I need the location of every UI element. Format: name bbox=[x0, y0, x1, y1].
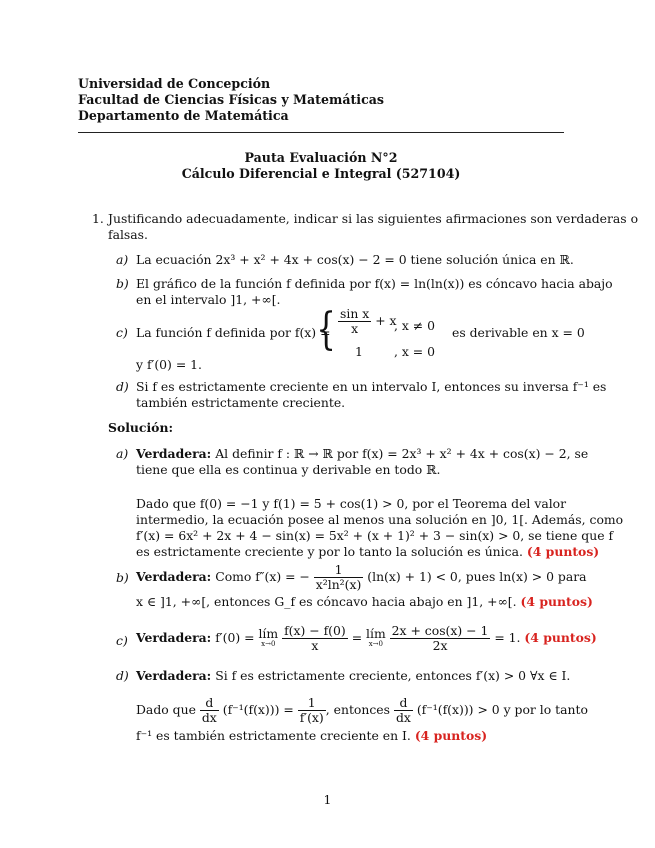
sol-d-verdict: Verdadera: bbox=[136, 668, 212, 683]
sol-d-fraction bbox=[298, 696, 326, 725]
sol-a-p2-text4: es estrictamente creciente y por lo tanto la solución es única. bbox=[136, 544, 523, 559]
sol-c-lim1-sub: x→0 bbox=[261, 639, 276, 648]
sol-c-fraction1 bbox=[282, 624, 348, 653]
problem-statement-line1: Justificando adecuadamente, indicar si las siguientes afirmaciones son verdaderas o bbox=[108, 211, 639, 226]
sol-d-deriv1-num: d bbox=[200, 696, 219, 711]
item-c-case1-rest: + x bbox=[375, 313, 397, 328]
sol-d-points: (4 puntos) bbox=[414, 728, 488, 743]
department-name: Departamento de Matemática bbox=[78, 108, 289, 123]
sol-b-frac-num: 1 bbox=[314, 563, 364, 578]
sol-c-post: = 1. bbox=[494, 630, 521, 645]
item-b-line1: El gráfico de la función f definida por f(x) = ln(ln(x)) es cóncavo hacia abajo bbox=[136, 276, 613, 291]
piecewise-brace: { bbox=[316, 304, 336, 355]
sol-d-line2 bbox=[136, 696, 588, 725]
item-c-post: es derivable en x = 0 bbox=[452, 325, 585, 340]
sol-b-post: (ln(x) + 1) < 0, pues ln(x) > 0 para bbox=[367, 569, 587, 584]
sol-d-mid: , entonces bbox=[325, 702, 390, 717]
course-title: Cálculo Diferencial e Integral (527104) bbox=[181, 166, 461, 181]
problem-statement-line2: falsas. bbox=[108, 227, 148, 242]
item-a-text: La ecuación 2x³ + x² + 4x + cos(x) − 2 = 0 tiene solución única en ℝ. bbox=[136, 252, 574, 267]
item-c-case1-cond: , x ≠ 0 bbox=[394, 318, 436, 333]
item-b-label: b) bbox=[116, 276, 129, 291]
item-c-case2-cond: , x = 0 bbox=[394, 344, 436, 359]
sol-b-line1 bbox=[136, 563, 587, 592]
sol-b-pre: Como f″(x) = − bbox=[215, 569, 310, 584]
item-c-case1 bbox=[338, 307, 397, 336]
sol-c-lim1-word: lím bbox=[258, 625, 279, 641]
item-c-case2-val: 1 bbox=[355, 344, 363, 359]
sol-a-line2: tiene que ella es continua y derivable en todo ℝ. bbox=[136, 462, 441, 477]
sol-d-deriv1 bbox=[200, 696, 219, 725]
sol-a-points: (4 puntos) bbox=[526, 544, 600, 559]
item-c-label: c) bbox=[116, 325, 128, 340]
sol-d-label: d) bbox=[116, 668, 129, 683]
sol-c-frac1-den: x bbox=[311, 638, 319, 653]
item-d-line2: también estrictamente creciente. bbox=[136, 395, 346, 410]
item-c-sinx-fraction bbox=[338, 307, 371, 336]
sol-a-label: a) bbox=[116, 446, 129, 461]
sol-c-points: (4 puntos) bbox=[524, 630, 597, 645]
sol-c-lim2 bbox=[366, 625, 386, 649]
sol-a-p2-line2: intermedio, la ecuación posee al menos una solución en ]0, 1[. Además, como bbox=[136, 512, 624, 527]
sol-d-deriv2 bbox=[394, 696, 413, 725]
sol-d-line1 bbox=[136, 668, 570, 684]
sol-c-lim1 bbox=[258, 625, 279, 649]
sol-d-expr2: (f⁻¹(f(x))) > 0 y por lo tanto bbox=[416, 702, 588, 717]
sol-d-deriv2-num: d bbox=[394, 696, 413, 711]
sol-c-frac2-den: 2x bbox=[432, 638, 448, 653]
sol-a-p2-line3: f′(x) = 6x² + 2x + 4 − sin(x) = 5x² + (x + 1)² + 3 − sin(x) > 0, se tiene que f bbox=[136, 528, 614, 543]
sol-b-verdict: Verdadera: bbox=[136, 569, 212, 584]
solution-heading: Solución: bbox=[108, 420, 174, 435]
sol-d-frac-den: f′(x) bbox=[299, 710, 324, 725]
item-b-line2: en el intervalo ]1, +∞[. bbox=[136, 292, 281, 307]
item-a-label: a) bbox=[116, 252, 129, 267]
sol-b-frac-den: x²ln²(x) bbox=[315, 577, 362, 592]
sol-c-verdict: Verdadera: bbox=[136, 630, 212, 645]
sol-d-text1: Si f es estrictamente creciente, entonces f′(x) > 0 ∀x ∈ I. bbox=[215, 668, 571, 683]
sol-a-p2-line1: Dado que f(0) = −1 y f(1) = 5 + cos(1) > 0, por el Teorema del valor bbox=[136, 496, 567, 511]
item-c-frac-den: x bbox=[351, 321, 359, 336]
item-c-frac-num: sin x bbox=[340, 306, 370, 321]
sol-b-line2 bbox=[136, 594, 593, 610]
sol-d-line3 bbox=[136, 728, 487, 744]
sol-c-pre: f′(0) = bbox=[215, 630, 255, 645]
item-d-label: d) bbox=[116, 379, 129, 394]
sol-d-deriv1-den: dx bbox=[201, 710, 217, 725]
sol-a-verdict: Verdadera: bbox=[136, 446, 212, 461]
item-c-line2: y f′(0) = 1. bbox=[136, 357, 202, 372]
item-d-line1: Si f es estrictamente creciente en un intervalo I, entonces su inversa f⁻¹ es bbox=[136, 379, 607, 394]
sol-b-fraction bbox=[314, 563, 364, 592]
page-title: Pauta Evaluación N°2 bbox=[244, 150, 398, 165]
sol-a-line1 bbox=[136, 446, 588, 462]
page-number: 1 bbox=[323, 792, 332, 807]
sol-c-fraction2 bbox=[390, 624, 491, 653]
sol-c-frac1-num: f(x) − f(0) bbox=[284, 623, 346, 638]
sol-a-text1: Al definir f : ℝ → ℝ por f(x) = 2x³ + x² + 4x + cos(x) − 2, se bbox=[215, 446, 589, 461]
sol-d-deriv2-den: dx bbox=[395, 710, 411, 725]
problem-number: 1. bbox=[92, 211, 104, 226]
university-name: Universidad de Concepción bbox=[78, 76, 271, 91]
sol-c-label: c) bbox=[116, 633, 128, 648]
sol-c-frac2-num: 2x + cos(x) − 1 bbox=[391, 623, 489, 638]
sol-c-eq: = bbox=[351, 630, 363, 645]
sol-d-expr1: (f⁻¹(f(x))) = bbox=[222, 702, 294, 717]
faculty-name: Facultad de Ciencias Físicas y Matemáticas bbox=[78, 92, 384, 107]
sol-a-p2-line4 bbox=[136, 544, 599, 560]
sol-d-p2-pre: Dado que bbox=[136, 702, 196, 717]
sol-d-frac-num: 1 bbox=[298, 696, 326, 711]
sol-c-line1 bbox=[136, 624, 597, 653]
sol-b-label: b) bbox=[116, 570, 129, 585]
sol-c-lim2-word: lím bbox=[366, 625, 386, 641]
sol-d-text3: f⁻¹ es también estrictamente creciente en I. bbox=[136, 728, 411, 743]
sol-c-lim2-sub: x→0 bbox=[368, 639, 384, 648]
sol-b-text2: x ∈ ]1, +∞[, entonces G_f es cóncavo hacia abajo en ]1, +∞[. bbox=[136, 594, 517, 609]
item-c-pre: La función f definida por f(x) = bbox=[136, 325, 331, 340]
header-rule bbox=[78, 132, 564, 133]
sol-b-points: (4 puntos) bbox=[520, 594, 593, 609]
